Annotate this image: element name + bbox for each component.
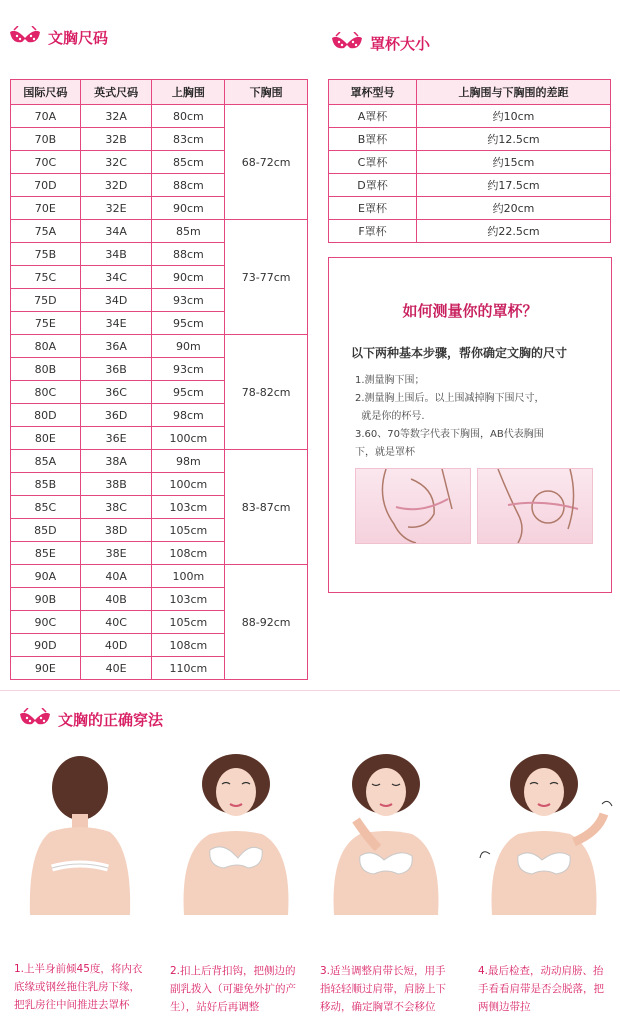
intl-size-cell: 70D [11, 174, 81, 197]
uk-size-cell: 36E [80, 427, 152, 450]
uk-size-cell: 36A [80, 335, 152, 358]
upper-bust-cell: 95cm [152, 381, 225, 404]
upper-bust-cell: 98cm [152, 404, 225, 427]
cup-difference-cell: 约22.5cm [417, 220, 611, 243]
uk-size-cell: 32A [80, 105, 152, 128]
bra-size-table [10, 79, 308, 680]
section-divider [0, 690, 620, 691]
intl-size-cell: 75A [11, 220, 81, 243]
intl-size-cell: 90C [11, 611, 81, 634]
intl-size-cell: 85E [11, 542, 81, 565]
cup-table-row [329, 128, 611, 151]
uk-size-cell: 40D [80, 634, 152, 657]
woman-adjust-strap-illustration [316, 750, 456, 915]
cup-table-header-row [329, 80, 611, 105]
uk-size-cell: 40E [80, 657, 152, 680]
bra-icon [330, 32, 364, 54]
wear-step-text: 2.扣上后背扣钩，把侧边的副乳拨入（可避免外扩的产生），站好后再调整 [170, 965, 296, 1013]
under-bust-cell: 78-82cm [225, 335, 308, 450]
header-upper-bust: 上胸围 [152, 80, 225, 105]
upper-bust-cell: 83cm [152, 128, 225, 151]
upper-bust-cell: 95cm [152, 312, 225, 335]
upper-bust-cell: 85cm [152, 151, 225, 174]
intl-size-cell: 85B [11, 473, 81, 496]
uk-size-cell: 32C [80, 151, 152, 174]
intl-size-cell: 75B [11, 243, 81, 266]
uk-size-cell: 40A [80, 565, 152, 588]
header-under-bust: 下胸围 [225, 80, 308, 105]
uk-size-cell: 34A [80, 220, 152, 243]
intl-size-cell: 80B [11, 358, 81, 381]
intl-size-cell: 80D [11, 404, 81, 427]
measure-step-line: 1.测量胸下围； [355, 375, 425, 386]
uk-size-cell: 36B [80, 358, 152, 381]
uk-size-cell: 38D [80, 519, 152, 542]
measure-subtitle: 以下两种基本步骤，帮你确定文胸的尺寸 [351, 346, 568, 360]
intl-size-cell: 75D [11, 289, 81, 312]
woman-raise-arm-illustration [474, 750, 614, 915]
wear-section-title-text: 文胸的正确穿法 [58, 710, 164, 729]
intl-size-cell: 75C [11, 266, 81, 289]
measure-step-line: 2.测量胸上围后。以上围减掉胸下围尺寸， [355, 393, 545, 404]
header-international-size: 国际尺码 [11, 80, 81, 105]
wear-step-2 [158, 750, 306, 1013]
under-bust-cell: 68-72cm [225, 105, 308, 220]
size-section-title [8, 26, 108, 48]
intl-size-cell: 80A [11, 335, 81, 358]
uk-size-cell: 32B [80, 128, 152, 151]
upper-bust-cell: 100m [152, 565, 225, 588]
cup-table-row [329, 220, 611, 243]
uk-size-cell: 38E [80, 542, 152, 565]
upper-bust-cell: 100cm [152, 427, 225, 450]
measure-steps [355, 372, 595, 462]
wear-step-text: 3.适当调整肩带长短，用手指轻轻顺过肩带，肩膀上下移动，确定胸罩不会移位 [320, 965, 446, 1013]
size-table-row [11, 105, 308, 128]
uk-size-cell: 34D [80, 289, 152, 312]
uk-size-cell: 40C [80, 611, 152, 634]
cup-type-cell: D罩杯 [329, 174, 417, 197]
cup-type-cell: F罩杯 [329, 220, 417, 243]
upper-bust-cell: 103cm [152, 588, 225, 611]
intl-size-cell: 70B [11, 128, 81, 151]
under-bust-cell: 88-92cm [225, 565, 308, 680]
woman-back-illustration [10, 750, 150, 915]
size-table-body [11, 105, 308, 680]
uk-size-cell: 38B [80, 473, 152, 496]
size-table-row [11, 565, 308, 588]
intl-size-cell: 85A [11, 450, 81, 473]
woman-front-illustration [166, 750, 306, 915]
upper-bust-cell: 100cm [152, 473, 225, 496]
under-bust-cell: 73-77cm [225, 220, 308, 335]
uk-size-cell: 38C [80, 496, 152, 519]
header-uk-size: 英式尺码 [80, 80, 152, 105]
upper-bust-cell: 108cm [152, 634, 225, 657]
cup-section-title [330, 32, 430, 54]
header-cup-difference: 上胸围与下胸围的差距 [417, 80, 611, 105]
wear-step-text: 4.最后检查，动动肩膀、抬手看看肩带是否会脱落，把两侧边带拉 [478, 965, 604, 1013]
bra-icon [8, 26, 42, 48]
upper-bust-cell: 103cm [152, 496, 225, 519]
intl-size-cell: 70E [11, 197, 81, 220]
intl-size-cell: 90E [11, 657, 81, 680]
intl-size-cell: 75E [11, 312, 81, 335]
cup-table-row [329, 197, 611, 220]
measure-step-line: 下，就是罩杯 [355, 447, 415, 458]
cup-section-title-text: 罩杯大小 [370, 34, 431, 53]
bra-icon [18, 708, 52, 730]
uk-size-cell: 36C [80, 381, 152, 404]
cup-table-row [329, 105, 611, 128]
cup-type-cell: E罩杯 [329, 197, 417, 220]
upper-bust-cell: 88cm [152, 174, 225, 197]
upper-bust-cell: 90cm [152, 266, 225, 289]
measure-question: 如何测量你的罩杯？ [402, 302, 538, 320]
wear-step-1 [2, 750, 150, 1011]
uk-size-cell: 36D [80, 404, 152, 427]
cup-difference-cell: 约15cm [417, 151, 611, 174]
upper-bust-cell: 85m [152, 220, 225, 243]
upper-bust-cell: 90cm [152, 197, 225, 220]
uk-size-cell: 32D [80, 174, 152, 197]
measure-upper-bust-illustration [477, 468, 593, 544]
intl-size-cell: 70A [11, 105, 81, 128]
under-bust-cell: 83-87cm [225, 450, 308, 565]
intl-size-cell: 85C [11, 496, 81, 519]
intl-size-cell: 85D [11, 519, 81, 542]
uk-size-cell: 38A [80, 450, 152, 473]
upper-bust-cell: 110cm [152, 657, 225, 680]
size-section-title-text: 文胸尺码 [48, 28, 109, 47]
intl-size-cell: 80C [11, 381, 81, 404]
cup-size-table [328, 79, 611, 243]
intl-size-cell: 90A [11, 565, 81, 588]
cup-difference-cell: 约12.5cm [417, 128, 611, 151]
cup-difference-cell: 约17.5cm [417, 174, 611, 197]
cup-table-row [329, 151, 611, 174]
header-cup-type: 罩杯型号 [329, 80, 417, 105]
intl-size-cell: 90B [11, 588, 81, 611]
measure-under-bust-illustration [355, 468, 471, 544]
upper-bust-cell: 90m [152, 335, 225, 358]
uk-size-cell: 34B [80, 243, 152, 266]
cup-type-cell: C罩杯 [329, 151, 417, 174]
intl-size-cell: 70C [11, 151, 81, 174]
wear-step-text: 1.上半身前倾45度，将内衣底缘或钢丝拖住乳房下缘，把乳房往中间推进去罩杯 [14, 963, 143, 1011]
upper-bust-cell: 108cm [152, 542, 225, 565]
wear-section-title [18, 708, 163, 730]
measure-guide-box [328, 257, 612, 593]
uk-size-cell: 34C [80, 266, 152, 289]
wear-step-3 [308, 750, 456, 1013]
cup-difference-cell: 约10cm [417, 105, 611, 128]
size-table-header-row [11, 80, 308, 105]
upper-bust-cell: 93cm [152, 289, 225, 312]
measure-step-line: 3.60、70等数字代表下胸围，AB代表胸围 [355, 429, 544, 440]
cup-type-cell: A罩杯 [329, 105, 417, 128]
uk-size-cell: 40B [80, 588, 152, 611]
measure-step-line: 就是你的杯号. [355, 411, 425, 422]
size-table-row [11, 220, 308, 243]
cup-table-body [329, 105, 611, 243]
uk-size-cell: 32E [80, 197, 152, 220]
upper-bust-cell: 98m [152, 450, 225, 473]
cup-difference-cell: 约20cm [417, 197, 611, 220]
intl-size-cell: 90D [11, 634, 81, 657]
cup-type-cell: B罩杯 [329, 128, 417, 151]
upper-bust-cell: 93cm [152, 358, 225, 381]
upper-bust-cell: 88cm [152, 243, 225, 266]
size-table-row [11, 450, 308, 473]
wear-step-4 [466, 750, 614, 1013]
intl-size-cell: 80E [11, 427, 81, 450]
upper-bust-cell: 105cm [152, 519, 225, 542]
size-table-row [11, 335, 308, 358]
cup-table-row [329, 174, 611, 197]
upper-bust-cell: 80cm [152, 105, 225, 128]
uk-size-cell: 34E [80, 312, 152, 335]
upper-bust-cell: 105cm [152, 611, 225, 634]
